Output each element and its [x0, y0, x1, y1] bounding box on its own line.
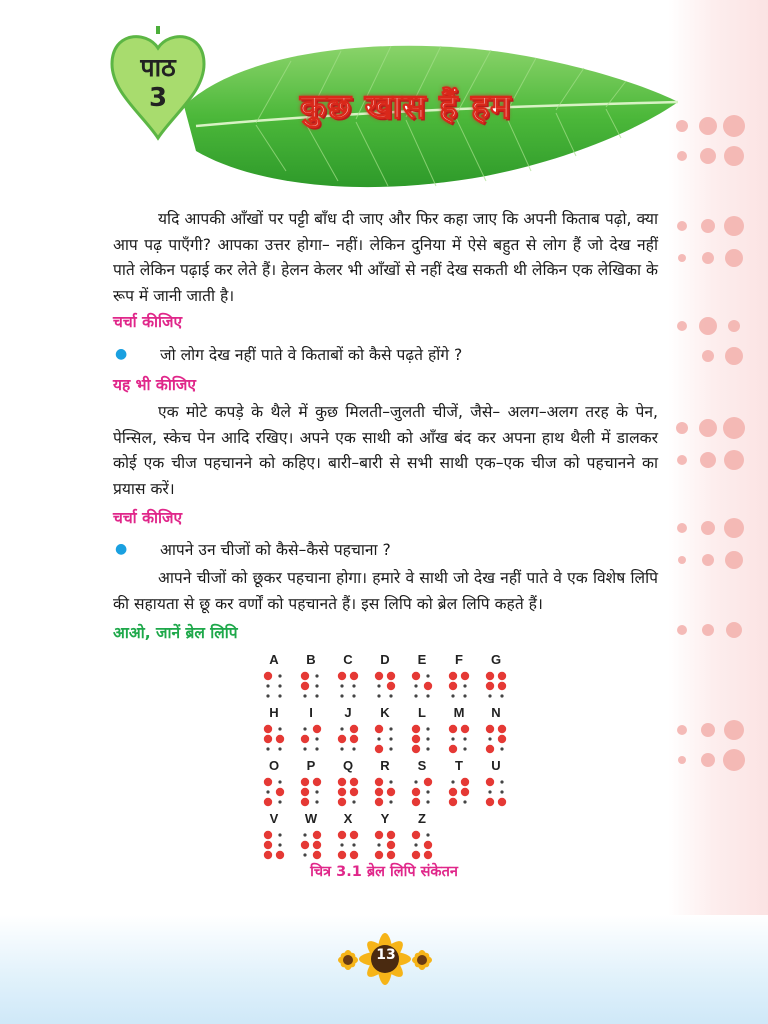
braille-dot-g-4 — [498, 672, 506, 680]
braille-dot-e-5 — [424, 682, 432, 690]
braille-dot-g-5 — [498, 682, 506, 690]
braille-dot-x-1 — [338, 831, 346, 839]
braille-dot-q-6 — [352, 800, 355, 803]
braille-dot-l-1 — [412, 725, 420, 733]
braille-dot-w-4 — [313, 831, 321, 839]
page-number: 13 — [376, 947, 396, 963]
chapter-title: कुछ खास हैं हम — [300, 87, 512, 127]
braille-dot-t-5 — [461, 788, 469, 796]
braille-dot-n-4 — [498, 725, 506, 733]
bullet-item-2 — [113, 538, 391, 560]
braille-dot-d-3 — [377, 694, 380, 697]
braille-dot-q-5 — [350, 788, 358, 796]
braille-letter-v: V — [269, 811, 279, 826]
braille-dot-p-1 — [301, 778, 309, 786]
braille-dot-y-5 — [387, 841, 395, 849]
braille-letter-b: B — [306, 652, 316, 667]
braille-dot-g-6 — [500, 694, 503, 697]
bullet-text: जो लोग देख नहीं पाते वे किताबों को कैसे पढ़ते होंगे ? — [160, 346, 463, 364]
braille-dot-d-5 — [387, 682, 395, 690]
braille-dot-j-2 — [338, 735, 346, 743]
braille-letter-x: X — [343, 811, 353, 826]
braille-dot-p-2 — [301, 788, 309, 796]
braille-dot-z-2 — [414, 843, 417, 846]
braille-dot-p-6 — [315, 800, 318, 803]
bullet-dot-icon: ● — [115, 541, 128, 557]
braille-dot-x-4 — [350, 831, 358, 839]
braille-dot-y-2 — [377, 843, 380, 846]
lesson-label: पाठ — [140, 53, 176, 82]
braille-dot-w-3 — [303, 853, 306, 856]
braille-letter-q: Q — [342, 758, 354, 773]
braille-dot-f-2 — [449, 682, 457, 690]
braille-dot-f-6 — [463, 694, 466, 697]
braille-dot-r-3 — [375, 798, 383, 806]
bullet-item-1 — [113, 343, 462, 365]
braille-dot-e-3 — [414, 694, 417, 697]
braille-dot-c-5 — [352, 684, 355, 687]
braille-dot-t-1 — [451, 780, 454, 783]
braille-dot-u-3 — [486, 798, 494, 806]
braille-dot-t-2 — [449, 788, 457, 796]
braille-dot-j-5 — [350, 735, 358, 743]
braille-dot-t-4 — [461, 778, 469, 786]
braille-dot-v-1 — [264, 831, 272, 839]
braille-letter-z: Z — [418, 811, 426, 826]
braille-dot-y-1 — [375, 831, 383, 839]
braille-letter-w: W — [304, 811, 318, 826]
braille-letter-a: A — [269, 652, 279, 667]
braille-dot-s-2 — [412, 788, 420, 796]
braille-dot-q-2 — [338, 788, 346, 796]
braille-dot-u-4 — [500, 780, 503, 783]
braille-letter-s: S — [417, 758, 427, 773]
braille-dot-d-6 — [389, 694, 392, 697]
lesson-number: 3 — [148, 83, 168, 113]
braille-letter-m: M — [453, 705, 465, 720]
braille-dot-b-5 — [315, 684, 318, 687]
braille-dot-u-6 — [498, 798, 506, 806]
braille-dot-l-5 — [426, 737, 429, 740]
braille-dot-c-2 — [340, 684, 343, 687]
braille-dot-f-5 — [463, 684, 466, 687]
braille-dot-a-4 — [278, 674, 281, 677]
figure-caption: चित्र 3.1 ब्रेल लिपि संकेतन — [310, 864, 458, 880]
braille-dot-x-3 — [338, 851, 346, 859]
braille-dot-c-6 — [352, 694, 355, 697]
braille-dot-l-3 — [412, 745, 420, 753]
braille-dot-f-4 — [461, 672, 469, 680]
braille-dot-z-4 — [426, 833, 429, 836]
braille-dot-u-2 — [488, 790, 491, 793]
braille-dot-n-6 — [500, 747, 503, 750]
braille-dot-y-6 — [387, 851, 395, 859]
braille-dot-d-2 — [377, 684, 380, 687]
intro-paragraph: यदि आपकी आँखों पर पट्टी बाँध दी जाए और फिर कहा जाए कि अपनी किताब पढ़ो, क्या आप पढ़ पाएँगी? आपका उत्तर होगा– नहीं। लेकिन दुनिया में ऐसे बहुत से लोग हैं जो देख नहीं पाते लेकिन पढ़ाई कर लेते हैं। हेलन केलर भी आँखों से नहीं देख सकती थी लेकिन एक लेखिका के रूप में जानी जाती है। — [113, 210, 658, 305]
braille-dot-m-4 — [461, 725, 469, 733]
braille-dot-n-1 — [486, 725, 494, 733]
braille-dot-j-4 — [350, 725, 358, 733]
braille-letter-k: K — [380, 705, 390, 720]
braille-dot-a-1 — [264, 672, 272, 680]
braille-dot-v-2 — [264, 841, 272, 849]
braille-letter-r: R — [380, 758, 390, 773]
bullet-dot-icon: ● — [115, 346, 128, 362]
braille-dot-z-6 — [424, 851, 432, 859]
braille-dot-x-6 — [350, 851, 358, 859]
braille-dot-o-1 — [264, 778, 272, 786]
braille-dot-p-5 — [315, 790, 318, 793]
braille-dot-r-6 — [389, 800, 392, 803]
braille-dot-k-2 — [377, 737, 380, 740]
bullet-text: आपने उन चीजों को कैसे–कैसे पहचाना ? — [160, 541, 391, 559]
braille-alphabet-chart — [258, 650, 518, 860]
braille-dot-s-3 — [412, 798, 420, 806]
braille-dot-r-4 — [389, 780, 392, 783]
braille-dot-m-1 — [449, 725, 457, 733]
braille-dot-k-1 — [375, 725, 383, 733]
braille-dot-h-5 — [276, 735, 284, 743]
braille-dot-c-4 — [350, 672, 358, 680]
braille-dot-i-2 — [301, 735, 309, 743]
braille-dot-a-5 — [278, 684, 281, 687]
braille-letter-j: J — [344, 705, 352, 720]
braille-intro-paragraph: आपने चीजों को छूकर पहचाना होगा। हमारे वे साथी जो देख नहीं पाते वे एक विशेष लिपि की सहायता से छू कर वर्णों को पहचानते हैं। इस लिपि को ब्रेल लिपि कहते हैं। — [113, 569, 658, 613]
braille-dot-u-5 — [500, 790, 503, 793]
braille-dot-b-1 — [301, 672, 309, 680]
activity-paragraph: एक मोटे कपड़े के थैले में कुछ मिलती–जुलती चीजें, जैसे– अलग–अलग तरह के पेन, पेन्सिल, स्केच पेन आदि रखिए। अपने एक साथी को आँख बंद कर अपना हाथ थैली में डालकर कोई एक चीज पहचानने को कहिए। बारी–बारी से सभी साथी एक–एक चीज को पहचानने का प्रयास करें। — [113, 403, 658, 498]
braille-dot-o-6 — [278, 800, 281, 803]
braille-letter-f: F — [455, 652, 463, 667]
braille-dot-g-3 — [488, 694, 491, 697]
braille-dot-z-5 — [424, 841, 432, 849]
activity-heading: यह भी कीजिए — [113, 376, 196, 394]
braille-letter-e: E — [417, 652, 427, 667]
braille-dot-m-6 — [463, 747, 466, 750]
braille-dot-a-2 — [266, 684, 269, 687]
braille-letter-p: P — [306, 758, 316, 773]
braille-dot-q-4 — [350, 778, 358, 786]
braille-dot-j-6 — [352, 747, 355, 750]
braille-dot-m-2 — [451, 737, 454, 740]
braille-dot-e-1 — [412, 672, 420, 680]
braille-dot-o-3 — [264, 798, 272, 806]
braille-dot-i-1 — [303, 727, 306, 730]
braille-dot-s-5 — [426, 790, 429, 793]
braille-dot-k-4 — [389, 727, 392, 730]
braille-dot-y-3 — [375, 851, 383, 859]
braille-dot-i-5 — [315, 737, 318, 740]
braille-dot-q-3 — [338, 798, 346, 806]
braille-dot-q-1 — [338, 778, 346, 786]
braille-dot-s-1 — [414, 780, 417, 783]
braille-dot-u-1 — [486, 778, 494, 786]
braille-dot-c-1 — [338, 672, 346, 680]
braille-dot-f-3 — [451, 694, 454, 697]
braille-dot-w-1 — [303, 833, 306, 836]
braille-dot-i-3 — [303, 747, 306, 750]
braille-dot-d-1 — [375, 672, 383, 680]
braille-dot-r-1 — [375, 778, 383, 786]
braille-dot-n-2 — [488, 737, 491, 740]
braille-dot-f-1 — [449, 672, 457, 680]
braille-letter-h: H — [269, 705, 279, 720]
braille-dot-a-6 — [278, 694, 281, 697]
braille-dot-e-6 — [426, 694, 429, 697]
braille-dot-d-4 — [387, 672, 395, 680]
braille-dot-m-3 — [449, 745, 457, 753]
braille-dot-k-5 — [389, 737, 392, 740]
braille-dot-h-2 — [264, 735, 272, 743]
braille-letter-c: C — [343, 652, 353, 667]
braille-dot-s-6 — [426, 800, 429, 803]
braille-dot-k-6 — [389, 747, 392, 750]
braille-dot-v-3 — [264, 851, 272, 859]
braille-dot-r-2 — [375, 788, 383, 796]
braille-dot-g-2 — [486, 682, 494, 690]
braille-letter-t: T — [455, 758, 463, 773]
braille-dot-b-3 — [303, 694, 306, 697]
braille-dot-l-6 — [426, 747, 429, 750]
braille-dot-w-6 — [313, 851, 321, 859]
braille-dot-w-5 — [313, 841, 321, 849]
braille-dot-h-4 — [278, 727, 281, 730]
braille-letter-o: O — [268, 758, 280, 773]
braille-dot-v-5 — [278, 843, 281, 846]
braille-dot-v-4 — [278, 833, 281, 836]
braille-dot-j-1 — [340, 727, 343, 730]
braille-dot-n-5 — [498, 735, 506, 743]
braille-letter-l: L — [418, 705, 426, 720]
braille-dot-x-2 — [340, 843, 343, 846]
braille-letter-g: G — [490, 652, 502, 667]
braille-dot-z-3 — [412, 851, 420, 859]
braille-dot-h-6 — [278, 747, 281, 750]
braille-dot-b-6 — [315, 694, 318, 697]
braille-dot-b-4 — [315, 674, 318, 677]
braille-dot-j-3 — [340, 747, 343, 750]
learn-braille-heading: आओ, जानें ब्रेल लिपि — [113, 624, 238, 642]
braille-dot-r-5 — [387, 788, 395, 796]
braille-dot-l-2 — [412, 735, 420, 743]
braille-dot-o-2 — [266, 790, 269, 793]
braille-dot-i-4 — [313, 725, 321, 733]
braille-dot-v-6 — [276, 851, 284, 859]
discuss-heading-2: चर्चा कीजिए — [113, 509, 183, 527]
braille-dot-o-5 — [276, 788, 284, 796]
braille-dot-l-4 — [426, 727, 429, 730]
braille-letter-i: I — [309, 705, 313, 720]
braille-dot-b-2 — [301, 682, 309, 690]
braille-dot-c-3 — [340, 694, 343, 697]
braille-dot-a-3 — [266, 694, 269, 697]
braille-dot-y-4 — [387, 831, 395, 839]
braille-dot-e-4 — [426, 674, 429, 677]
braille-dot-s-4 — [424, 778, 432, 786]
braille-dot-g-1 — [486, 672, 494, 680]
braille-dot-m-5 — [463, 737, 466, 740]
braille-dot-p-3 — [301, 798, 309, 806]
braille-dot-k-3 — [375, 745, 383, 753]
braille-letter-u: U — [491, 758, 501, 773]
braille-dot-h-1 — [264, 725, 272, 733]
braille-dot-z-1 — [412, 831, 420, 839]
braille-dot-w-2 — [301, 841, 309, 849]
braille-dot-x-5 — [352, 843, 355, 846]
discuss-heading-1: चर्चा कीजिए — [113, 313, 183, 331]
braille-dot-e-2 — [414, 684, 417, 687]
braille-letter-y: Y — [380, 811, 390, 826]
braille-dot-n-3 — [486, 745, 494, 753]
braille-dot-h-3 — [266, 747, 269, 750]
braille-letter-n: N — [491, 705, 501, 720]
braille-dot-t-6 — [463, 800, 466, 803]
braille-letter-d: D — [380, 652, 390, 667]
braille-dot-p-4 — [313, 778, 321, 786]
braille-dot-i-6 — [315, 747, 318, 750]
braille-dot-o-4 — [278, 780, 281, 783]
braille-dot-t-3 — [449, 798, 457, 806]
